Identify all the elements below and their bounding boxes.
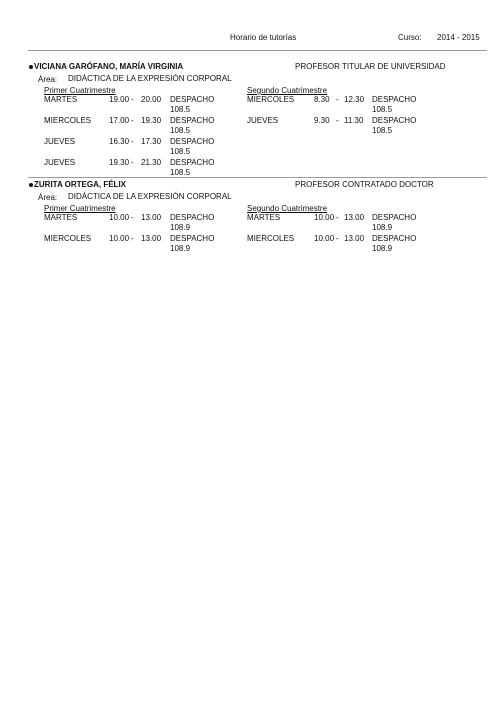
location-room: 108.5 (170, 105, 191, 114)
session-row (28, 137, 488, 158)
first-semester-end-time: 17.30 (141, 137, 162, 146)
location-room: 108.5 (170, 168, 191, 177)
first-semester-day: MARTES (44, 95, 78, 104)
first-semester-start-time: 10.00 (109, 234, 130, 243)
location-room: 108.9 (170, 244, 191, 253)
professor-category: PROFESOR TITULAR DE UNIVERSIDAD (295, 62, 446, 71)
time-separator: - (131, 234, 134, 243)
first-semester-day: MARTES (44, 213, 78, 222)
session-row (28, 234, 488, 255)
session-row (28, 116, 488, 137)
location-type: DESPACHO (372, 116, 417, 125)
professor-category: PROFESOR CONTRATADO DOCTOR (295, 180, 434, 189)
location-room: 108.9 (372, 223, 393, 232)
curso-label: Curso: (398, 33, 422, 42)
first-semester-end-time: 20.00 (141, 95, 162, 104)
session-row (28, 158, 488, 179)
second-semester-day: JUEVES (247, 116, 279, 125)
first-semester-heading: Primer Cuatrimestre (44, 204, 116, 213)
time-separator: - (131, 137, 134, 146)
second-semester-heading: Segundo Cuatrimestre (247, 204, 328, 213)
first-semester-end-time: 21.30 (141, 158, 162, 167)
first-semester-location (170, 116, 214, 136)
first-semester-day: MIERCOLES (44, 234, 92, 243)
second-semester-start-time: 10.00 (314, 234, 335, 243)
first-semester-start-time: 19.30 (109, 158, 130, 167)
second-semester-start-time: 10.00 (314, 213, 335, 222)
second-semester-location (372, 234, 416, 254)
time-separator: - (131, 213, 134, 222)
professor-name: ZURITA ORTEGA, FÉLIX (34, 180, 126, 189)
location-type: DESPACHO (170, 158, 215, 167)
time-separator: - (336, 116, 339, 125)
area-line (28, 74, 488, 85)
location-type: DESPACHO (372, 213, 417, 222)
location-type: DESPACHO (170, 116, 215, 125)
academic-years: 2014 - 2015 (437, 33, 480, 42)
area-label: Área: (38, 75, 58, 84)
second-semester-location (372, 95, 416, 115)
first-semester-end-time: 13.00 (141, 213, 162, 222)
area-value: DIDÁCTICA DE LA EXPRESIÓN CORPORAL (68, 74, 232, 83)
location-type: DESPACHO (170, 234, 215, 243)
semester-headings (28, 203, 488, 213)
location-room: 108.5 (170, 126, 191, 135)
time-separator: - (336, 95, 339, 104)
first-semester-end-time: 13.00 (141, 234, 162, 243)
professor-divider (28, 177, 487, 178)
area-value: DIDÁCTICA DE LA EXPRESIÓN CORPORAL (68, 192, 232, 201)
area-label: Área: (38, 193, 58, 202)
professor-header (28, 180, 488, 192)
first-semester-start-time: 16.30 (109, 137, 130, 146)
time-separator: - (131, 95, 134, 104)
second-semester-heading: Segundo Cuatrimestre (247, 86, 328, 95)
first-semester-day: MIERCOLES (44, 116, 92, 125)
location-room: 108.5 (372, 105, 393, 114)
location-type: DESPACHO (170, 95, 215, 104)
first-semester-end-time: 19.30 (141, 116, 162, 125)
location-room: 108.5 (170, 147, 191, 156)
professor-block (28, 62, 488, 179)
second-semester-start-time: 8.30 (314, 95, 330, 104)
bullet-icon (29, 183, 33, 187)
second-semester-end-time: 13.00 (344, 213, 365, 222)
second-semester-start-time: 9.30 (314, 116, 330, 125)
second-semester-day: MIERCOLES (247, 95, 295, 104)
session-row (28, 213, 488, 234)
second-semester-end-time: 12.30 (344, 95, 365, 104)
first-semester-start-time: 19.00 (109, 95, 130, 104)
first-semester-location (170, 158, 214, 178)
session-list (28, 213, 488, 255)
location-room: 108.9 (372, 244, 393, 253)
document-title: Horario de tutorías (230, 33, 297, 42)
location-type: DESPACHO (372, 234, 417, 243)
location-type: DESPACHO (170, 137, 215, 146)
second-semester-day: MIERCOLES (247, 234, 295, 243)
page-header (0, 33, 500, 45)
first-semester-location (170, 213, 214, 233)
semester-headings (28, 85, 488, 95)
session-list (28, 95, 488, 179)
second-semester-end-time: 13.00 (344, 234, 365, 243)
second-semester-location (372, 213, 416, 233)
area-line (28, 192, 488, 203)
time-separator: - (131, 116, 134, 125)
professor-header (28, 62, 488, 74)
session-row (28, 95, 488, 116)
first-semester-day: JUEVES (44, 158, 76, 167)
time-separator: - (336, 213, 339, 222)
first-semester-heading: Primer Cuatrimestre (44, 86, 116, 95)
time-separator: - (336, 234, 339, 243)
first-semester-location (170, 137, 214, 157)
header-divider (28, 50, 487, 51)
first-semester-location (170, 234, 214, 254)
second-semester-day: MARTES (247, 213, 281, 222)
second-semester-location (372, 116, 416, 136)
first-semester-start-time: 10.00 (109, 213, 130, 222)
professor-block (28, 180, 488, 255)
location-type: DESPACHO (170, 213, 215, 222)
location-type: DESPACHO (372, 95, 417, 104)
time-separator: - (131, 158, 134, 167)
first-semester-start-time: 17.00 (109, 116, 130, 125)
professor-name: VICIANA GARÓFANO, MARÍA VIRGINIA (34, 62, 184, 71)
location-room: 108.5 (372, 126, 393, 135)
second-semester-end-time: 11.30 (344, 116, 364, 125)
first-semester-day: JUEVES (44, 137, 76, 146)
bullet-icon (29, 65, 33, 69)
location-room: 108.9 (170, 223, 191, 232)
first-semester-location (170, 95, 214, 115)
